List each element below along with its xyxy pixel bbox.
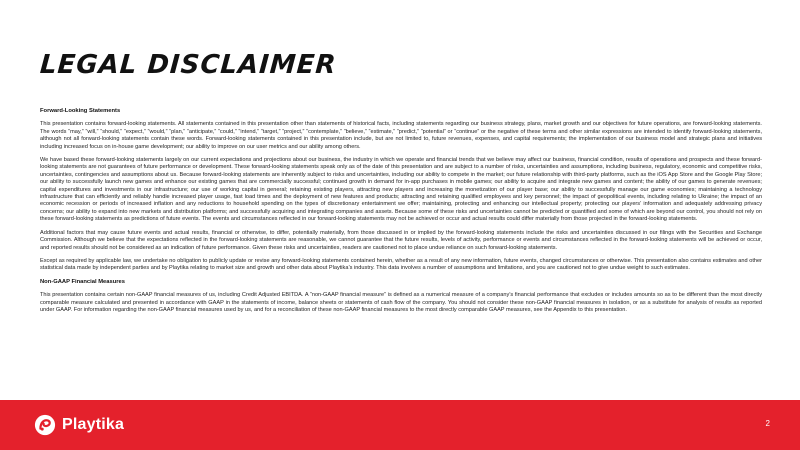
paragraph: We have based these forward-looking statements largely on our current expectations and projections about our business, the industry in which we operate and financial trends that we believe may affect our business, financial condition, results of operations and prospects and these forward-looking statements are not guarantees of future performance or development. These forward-looking statements speak only as of the date of this presentation and are subject to a number of risks, uncertainties and assumptions, including business, regulatory, economic and competitive risks, uncertainties, contingencies and assumptions about us. Because forward-looking statements are inherently subject to risks and uncertainties, including our ability to compete in the market; our future relationship with third-party platforms, such as the iOS App Store and the Google Play Store; our ability to successfully launch new games and enhance our existing games that are commercially successful; continued growth in demand for in-app purchases in mobile games; our ability to acquire and integrate new games and content; the ability of our games to generate revenues; capital expenditures and investments in our infrastructure; our use of working capital in general; retaining existing players, attracting new players and increasing the monetization of our player base; our ability to successfully manage our game economies; maintaining a technology infrastructure that can efficiently and reliably handle increased player usage, fast load times and the deployment of new features and products; attracting and retaining qualified employees and key personnel; the impact of geopolitical events, including relating to Ukraine; the impact of an economic recession or periods of increased inflation and any reductions to household spending on the types of discretionary entertainment we offer; maintaining, protecting and enhancing our intellectual property; protecting our players’ information and adequately addressing privacy concerns; our ability to expand into new markets and distribution platforms; and successfully acquiring and integrating companies and assets. Because some of these risks and uncertainties cannot be predicted or quantified and some of which are beyond our control, you should not rely on these forward-looking statements as predictions of future events. The events and circumstances reflected in our forward-looking statements may not be achieved or occur and actual results could differ materially from those projected in the forward-looking statements.	[40, 157, 762, 223]
section-heading-forward-looking: Forward-Looking Statements	[40, 108, 121, 114]
page-title: LEGAL DISCLAIMER	[38, 50, 338, 80]
playtika-logo-icon	[34, 414, 56, 436]
page-number: 2	[765, 419, 770, 428]
section-heading-non-gaap: Non-GAAP Financial Measures	[40, 278, 125, 285]
brand-name: Playtika	[62, 416, 125, 433]
paragraph: Additional factors that may cause future events and actual results, financial or otherwise, to differ, potentially materially, from those discussed in or implied by the forward-looking statements include the risks and uncertainties discussed in our filings with the Securities and Exchange Commission. Although we believe that the expectations reflected in the forward-looking statements are reasonable, we cannot guarantee that the future results, levels of activity, performance or events and circumstances reflected in the forward-looking statements will be achieved or occur, and reported results should not be considered as an indication of future performance. Given these risks and uncertainties, readers are cautioned not to place undue reliance on such forward-looking statements.	[40, 229, 762, 251]
disclaimer-body	[40, 108, 762, 320]
paragraph: Except as required by applicable law, we undertake no obligation to publicly update or revise any forward-looking statements contained herein, whether as a result of any new information, future events, changed circumstances or otherwise. This presentation also contains estimates and other statistical data made by independent parties and by Playtika relating to market size and growth and other data about Playtika’s industry. This data involves a number of assumptions and limitations, and you are cautioned not to give undue weight to such estimates.	[40, 257, 762, 272]
paragraph: This presentation contains forward-looking statements. All statements contained in this presentation other than statements of historical facts, including statements regarding our business strategy, plans, market growth and our objectives for future operations, are forward-looking statements. The words “may,” “will,” “should,” “expect,” “would,” “plan,” “anticipate,” “could,” “intend,” “target,” “project,” “contemplate,” “believe,” “estimate,” “predict,” “potential” or “continue” or the negative of these terms and other similar expressions are intended to identify forward-looking statements, although not all forward-looking statements contain these words. Forward-looking statements contained in this presentation include, but are not limited to, future revenues, expenses, and capital requirements; the implementation of our business model and strategic plans and initiatives including increased focus on in-house game development; our ability to improve on our user metrics and our ability among others.	[40, 121, 762, 150]
footer-bar	[0, 400, 800, 450]
brand-logo	[34, 414, 124, 436]
paragraph: This presentation contains certain non-GAAP financial measures of us, including Credit Adjusted EBITDA. A “non-GAAP financial measure” is defined as a numerical measure of a company’s financial performance that excludes or includes amounts so as to be different than the most directly comparable measure calculated and presented in accordance with GAAP in the statements of income, balance sheets or statements of cash flow of the company. You should not consider these non-GAAP financial measures in isolation, or as a substitute for analysis of results as reported under GAAP. For information regarding the non-GAAP financial measures used by us, and for a reconciliation of these non-GAAP financial measures to the most directly comparable GAAP measures, see the Appendix to this presentation.	[40, 292, 762, 313]
